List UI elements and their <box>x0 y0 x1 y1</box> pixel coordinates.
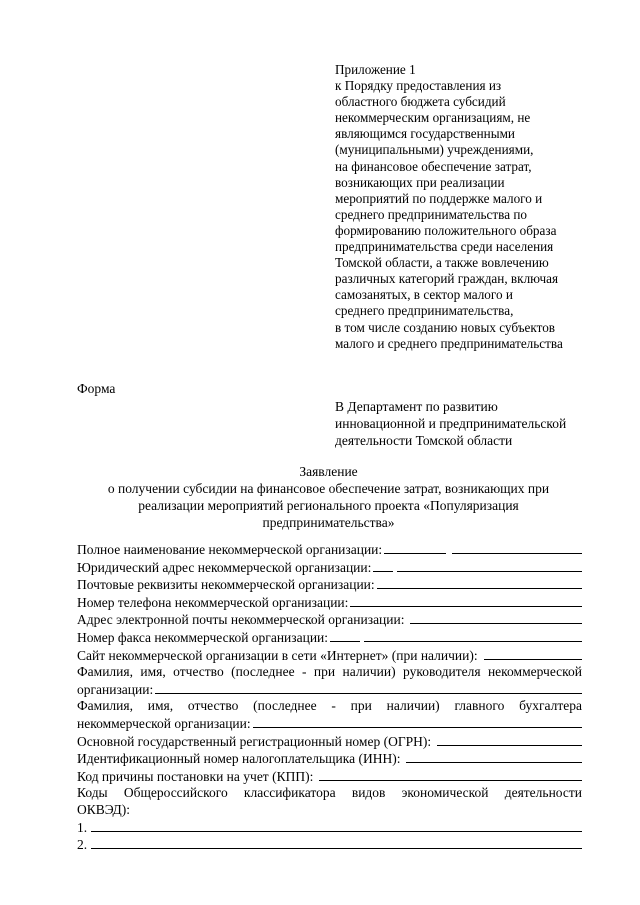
statement-title-block <box>77 463 580 531</box>
appendix-line: возникающих при реализации <box>335 174 505 190</box>
field-label: Полное наименование некоммерческой организации: <box>77 542 383 557</box>
addressee-line: деятельности Томской области <box>335 433 513 448</box>
appendix-line: в том числе созданию новых субъектов <box>335 319 556 335</box>
statement-subtitle-line: предпринимательства» <box>262 515 395 530</box>
field-label: организации: <box>77 681 154 697</box>
appendix-line: различных категорий граждан, включая <box>335 271 559 287</box>
field-label: Основной государственный регистрационный номер (ОГРН): <box>77 733 432 749</box>
full-name-input-part2[interactable] <box>452 541 582 554</box>
appendix-line: к Порядку предоставления из <box>335 78 502 94</box>
appendix-line: областного бюджета субсидий <box>335 94 506 110</box>
field-head <box>77 681 582 699</box>
postal-input[interactable] <box>377 576 582 589</box>
appendix-line: Томской области, а также вовлечению <box>335 255 549 271</box>
application-fields <box>77 541 582 854</box>
field-fax <box>77 629 582 647</box>
field-label: Номер телефона некоммерческой организации: <box>77 594 349 610</box>
field-label: Сайт некоммерческой организации в сети «Интернет» (при наличии): <box>77 647 478 663</box>
field-label: Юридический адрес некоммерческой организации: <box>77 559 372 575</box>
field-label: Код причины постановки на учет (КПП): <box>77 768 314 784</box>
statement-subtitle-line: о получении субсидии на финансовое обеспечение затрат, возникающих при <box>107 481 550 496</box>
field-full-name <box>77 541 582 559</box>
field-inn <box>77 750 582 768</box>
field-accountant <box>77 715 582 733</box>
full-name-input-part1[interactable] <box>384 541 446 554</box>
field-label: Номер факса некоммерческой организации: <box>77 629 329 645</box>
appendix-line: среднего предпринимательства, <box>335 303 514 319</box>
appendix-line: некоммерческим организациям, не <box>335 110 531 126</box>
field-website <box>77 647 582 665</box>
appendix-line: являющимся государственными <box>335 126 515 142</box>
head-input[interactable] <box>155 681 582 694</box>
website-input[interactable] <box>484 647 582 660</box>
addressee-line: инновационной и предпринимательской <box>335 416 567 431</box>
appendix-line: мероприятий по поддержке малого и <box>335 190 543 206</box>
okved-input-2[interactable] <box>91 836 582 849</box>
field-label: Идентификационный номер налогоплательщика (ИНН): <box>77 751 401 767</box>
appendix-heading <box>335 62 615 352</box>
appendix-line: самозанятых, в сектор малого и <box>335 287 513 303</box>
appendix-line: малого и среднего предпринимательства <box>335 335 563 351</box>
addressee-block <box>335 398 615 449</box>
appendix-line: на финансовое обеспечение затрат, <box>335 158 532 174</box>
field-label: Адрес электронной почты некоммерческой организации: <box>77 612 405 628</box>
appendix-line: Приложение 1 <box>335 62 416 77</box>
appendix-line: (муниципальными) учреждениями, <box>335 142 534 158</box>
appendix-line: среднего предпринимательства по <box>335 206 528 222</box>
field-head-label: Фамилия, имя, отчество (последнее - при наличии) руководителя некоммерческой <box>77 664 582 680</box>
field-kpp <box>77 768 582 786</box>
field-ogrn <box>77 733 582 751</box>
appendix-line: формированию положительного образа <box>335 222 557 238</box>
field-phone <box>77 594 582 612</box>
kpp-input[interactable] <box>319 768 582 781</box>
accountant-input[interactable] <box>253 715 582 728</box>
field-label: некоммерческой организации: <box>77 715 251 731</box>
fax-input-part1[interactable] <box>330 629 360 642</box>
field-label: Почтовые реквизиты некоммерческой организации: <box>77 577 375 593</box>
phone-input[interactable] <box>350 594 582 607</box>
field-okved-label-cont: ОКВЭД): <box>77 801 130 817</box>
fax-input-part2[interactable] <box>364 629 582 642</box>
field-postal <box>77 576 582 594</box>
statement-title: Заявление <box>299 464 358 479</box>
form-label: Форма <box>77 381 116 396</box>
statement-subtitle-line: реализации мероприятий регионального проекта «Популяризация <box>138 498 519 513</box>
ogrn-input[interactable] <box>437 733 582 746</box>
okved-item-2 <box>77 836 582 854</box>
legal-address-input-part2[interactable] <box>397 559 582 572</box>
okved-input-1[interactable] <box>91 819 582 832</box>
field-legal-address <box>77 559 582 577</box>
field-accountant-label: Фамилия, имя, отчество (последнее - при наличии) главного бухгалтера <box>77 698 582 714</box>
okved-item-1 <box>77 819 582 837</box>
inn-input[interactable] <box>406 750 582 763</box>
addressee-line: В Департамент по развитию <box>335 399 498 414</box>
legal-address-input-part1[interactable] <box>373 559 393 572</box>
email-input[interactable] <box>410 611 582 624</box>
item-number: 2. <box>77 837 88 853</box>
field-email <box>77 611 582 629</box>
field-okved-label: Коды Общероссийского классификатора видов экономической деятельности <box>77 785 582 801</box>
item-number: 1. <box>77 819 88 835</box>
appendix-line: предпринимательства среди населения <box>335 239 554 255</box>
